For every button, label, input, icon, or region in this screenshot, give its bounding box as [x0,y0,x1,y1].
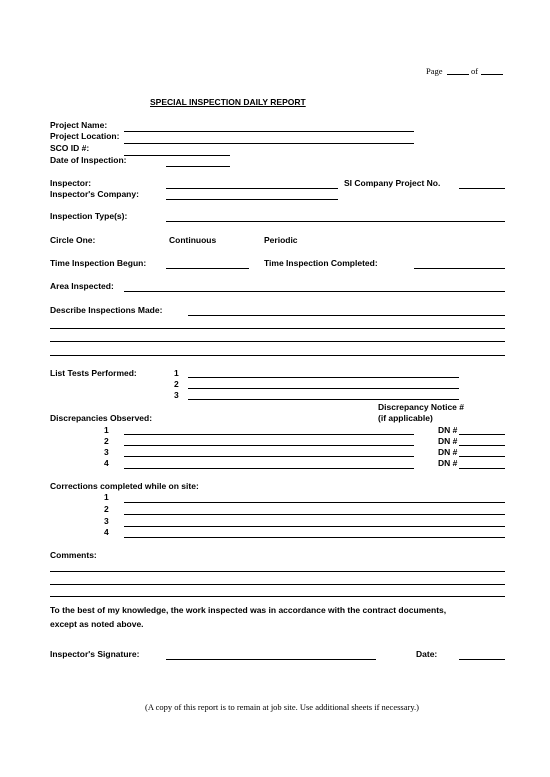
comments-line-2[interactable] [50,584,505,585]
tests-performed-label: List Tests Performed: [50,368,137,378]
page-number-field[interactable] [447,74,469,75]
correction-number: 2 [104,504,109,514]
correction-number: 4 [104,527,109,537]
time-completed-label: Time Inspection Completed: [264,258,378,268]
date-of-inspection-label: Date of Inspection: [50,155,127,165]
date-label: Date: [416,649,438,659]
si-company-project-no-field[interactable] [459,188,505,189]
if-applicable-note: (if applicable) [378,413,433,423]
certification-statement-line-1: To the best of my knowledge, the work inspected was in accordance with the contract documents, [50,605,447,615]
test-line-3[interactable] [188,399,459,400]
discrepancy-number: 1 [104,425,109,435]
page-label: Page [426,66,443,76]
dn-label: DN # [438,436,458,446]
test-line-2[interactable] [188,388,459,389]
circle-one-label: Circle One: [50,235,96,245]
dn-label: DN # [438,425,458,435]
signature-label: Inspector's Signature: [50,649,140,659]
certification-statement-line-2: except as noted above. [50,619,144,629]
discrepancy-number: 4 [104,458,109,468]
describe-line-3[interactable] [50,341,505,342]
discrepancy-line-2[interactable] [124,445,414,446]
area-inspected-label: Area Inspected: [50,281,114,291]
discrepancy-notice-header: Discrepancy Notice # [378,402,464,412]
footer-note: (A copy of this report is to remain at job site. Use additional sheets if necessary.) [145,702,419,712]
date-of-inspection-field[interactable] [166,166,230,167]
signature-field[interactable] [166,659,376,660]
dn-label: DN # [438,447,458,457]
inspector-field[interactable] [166,188,338,189]
dn-field-1[interactable] [459,434,505,435]
discrepancy-line-3[interactable] [124,456,414,457]
correction-line-1[interactable] [124,502,505,503]
date-field[interactable] [459,659,505,660]
project-name-field[interactable] [124,131,414,132]
describe-inspections-label: Describe Inspections Made: [50,305,163,315]
area-inspected-field[interactable] [124,291,505,292]
discrepancy-line-1[interactable] [124,434,414,435]
dn-field-4[interactable] [459,468,505,469]
continuous-option[interactable]: Continuous [169,235,217,245]
si-company-project-no-label: SI Company Project No. [344,178,441,188]
inspectors-company-field[interactable] [166,199,338,200]
describe-line-4[interactable] [50,355,505,356]
comments-line-3[interactable] [50,596,505,597]
test-number: 3 [174,390,179,400]
correction-number: 1 [104,492,109,502]
project-location-field[interactable] [124,143,414,144]
correction-line-2[interactable] [124,514,505,515]
sco-id-label: SCO ID #: [50,143,90,153]
discrepancy-number: 3 [104,447,109,457]
time-begun-field[interactable] [166,268,249,269]
periodic-option[interactable]: Periodic [264,235,298,245]
describe-line-1[interactable] [188,315,505,316]
time-begun-label: Time Inspection Begun: [50,258,147,268]
comments-label: Comments: [50,550,97,560]
correction-line-3[interactable] [124,526,505,527]
project-location-label: Project Location: [50,131,120,141]
project-name-label: Project Name: [50,120,108,130]
inspection-types-field[interactable] [166,221,505,222]
dn-field-3[interactable] [459,456,505,457]
describe-line-2[interactable] [50,328,505,329]
page-of-label: of [471,66,479,76]
test-number: 1 [174,368,179,378]
comments-line-1[interactable] [50,571,505,572]
time-completed-field[interactable] [414,268,505,269]
correction-number: 3 [104,516,109,526]
test-number: 2 [174,379,179,389]
report-title: SPECIAL INSPECTION DAILY REPORT [150,97,306,107]
discrepancies-label: Discrepancies Observed: [50,413,153,423]
discrepancy-line-4[interactable] [124,468,414,469]
discrepancy-number: 2 [104,436,109,446]
correction-line-4[interactable] [124,537,505,538]
sco-id-field[interactable] [124,155,230,156]
inspectors-company-label: Inspector's Company: [50,189,139,199]
corrections-label: Corrections completed while on site: [50,481,199,491]
dn-field-2[interactable] [459,445,505,446]
test-line-1[interactable] [188,377,459,378]
dn-label: DN # [438,458,458,468]
page-total-field[interactable] [481,74,503,75]
inspector-label: Inspector: [50,178,92,188]
inspection-types-label: Inspection Type(s): [50,211,128,221]
